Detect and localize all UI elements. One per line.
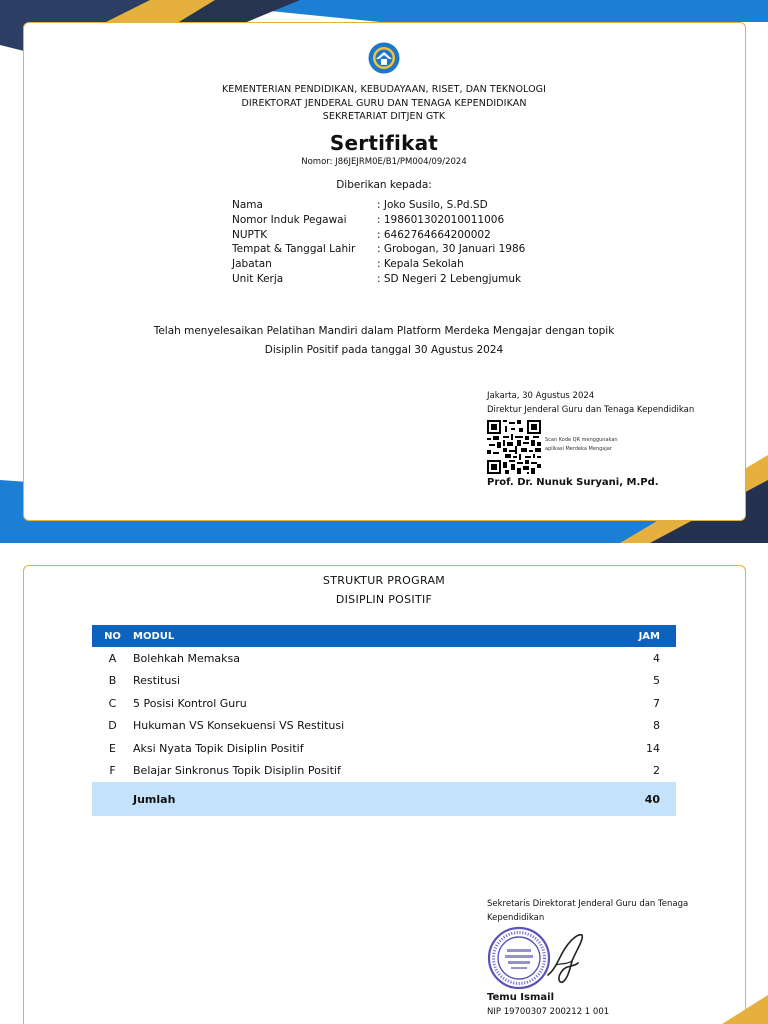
row-no: E (109, 741, 116, 755)
row-module: Bolehkah Memaksa (133, 651, 241, 665)
signer-position: Direktur Jenderal Guru dan Tenaga Kependidikan (487, 405, 695, 415)
signature-block (487, 389, 694, 417)
recipient-details (232, 198, 525, 287)
statement-line: Disiplin Positif pada tanggal 30 Agustus 2024 (264, 344, 504, 356)
row-hours: 8 (653, 719, 660, 733)
place-date: Jakarta, 30 Agustus 2024 (487, 391, 595, 401)
tut-wuri-handayani-logo (368, 42, 400, 74)
recipient-row (232, 198, 525, 213)
header-line: KEMENTERIAN PENDIDIKAN, KEBUDAYAAN, RISET, DAN TEKNOLOGI (221, 84, 547, 95)
row-hours: 7 (653, 696, 660, 710)
secretary-position-line: Sekretaris Direktorat Jenderal Guru dan Tenaga (487, 899, 689, 909)
qr-note-line: aplikasi Merdeka Mengajar (545, 446, 612, 452)
certificate-title: Sertifikat (329, 131, 439, 155)
row-module: Belajar Sinkronus Topik Disiplin Positif (133, 764, 341, 778)
recipient-label: Tempat & Tanggal Lahir (232, 243, 356, 256)
recipient-value: : 6462764664200002 (377, 228, 491, 241)
row-hours: 5 (653, 674, 660, 688)
row-module: Hukuman VS Konsekuensi VS Restitusi (133, 719, 345, 733)
recipient-label: Jabatan (232, 258, 272, 271)
header-line: SEKRETARIAT DITJEN GTK (322, 111, 446, 122)
qr-scan-note (545, 436, 618, 454)
statement-line: Telah menyelesaikan Pelatihan Mandiri dalam Platform Merdeka Mengajar dengan topik (153, 325, 615, 337)
program-subtitle: DISIPLIN POSITIF (335, 593, 433, 606)
table-row (92, 692, 676, 715)
page-separator (0, 543, 768, 563)
ministry-header (0, 83, 768, 124)
recipient-value: : SD Negeri 2 Lebengjumuk (377, 272, 522, 285)
table-row (92, 647, 676, 670)
program-title: STRUKTUR PROGRAM (322, 574, 446, 587)
column-header-module: MODUL (133, 630, 175, 642)
row-module: Aksi Nyata Topik Disiplin Positif (133, 741, 304, 755)
row-no: A (108, 651, 117, 665)
recipient-value: : Grobogan, 30 Januari 1986 (377, 243, 526, 256)
recipient-value: : Kepala Sekolah (377, 258, 464, 271)
qr-code-icon[interactable] (487, 420, 541, 474)
table-row (92, 760, 676, 783)
row-hours: 2 (653, 764, 660, 778)
recipient-row (232, 213, 525, 228)
recipient-label: Nama (232, 199, 263, 211)
table-total-row (92, 782, 676, 816)
recipient-row (232, 272, 525, 287)
program-table (92, 625, 676, 816)
recipient-value: : Joko Susilo, S.Pd.SD (377, 199, 488, 211)
row-module: Restitusi (133, 674, 181, 688)
row-module: 5 Posisi Kontrol Guru (133, 696, 247, 710)
row-hours: 14 (646, 741, 660, 755)
recipient-label: NUPTK (232, 228, 268, 241)
secretary-nip: NIP 19700307 200212 1 001 (487, 1007, 610, 1017)
given-to-label: Diberikan kepada: (336, 179, 432, 191)
secretary-position-line: Kependidikan (487, 913, 545, 923)
row-no: B (108, 674, 117, 688)
recipient-row (232, 242, 525, 257)
row-no: F (109, 764, 116, 778)
table-row (92, 737, 676, 760)
recipient-label: Nomor Induk Pegawai (232, 213, 347, 226)
column-header-no: NO (104, 630, 121, 642)
secretary-name: Temu Ismail (487, 992, 554, 1003)
secretary-position (487, 897, 717, 925)
official-stamp-icon (486, 925, 594, 991)
certificate-number: Nomor: J86JEJRM0E/B1/PM004/09/2024 (301, 157, 467, 167)
total-label: Jumlah (133, 792, 176, 806)
completion-statement (100, 322, 668, 360)
table-header (92, 625, 676, 647)
row-hours: 4 (653, 651, 660, 665)
program-structure-page (0, 563, 768, 1024)
total-hours: 40 (644, 792, 660, 806)
qr-note-line: Scan Kode QR menggunakan (545, 437, 618, 443)
recipient-label: Unit Kerja (232, 272, 284, 285)
column-header-hours: JAM (638, 630, 660, 642)
table-row (92, 670, 676, 693)
row-no: D (108, 719, 117, 733)
header-line: DIREKTORAT JENDERAL GURU DAN TENAGA KEPENDIDIKAN (241, 97, 527, 109)
recipient-row (232, 228, 525, 243)
recipient-row (232, 257, 525, 272)
signer-name: Prof. Dr. Nunuk Suryani, M.Pd. (487, 477, 659, 488)
recipient-value: : 198601302010011006 (377, 213, 505, 226)
row-no: C (108, 696, 117, 710)
table-row (92, 715, 676, 738)
